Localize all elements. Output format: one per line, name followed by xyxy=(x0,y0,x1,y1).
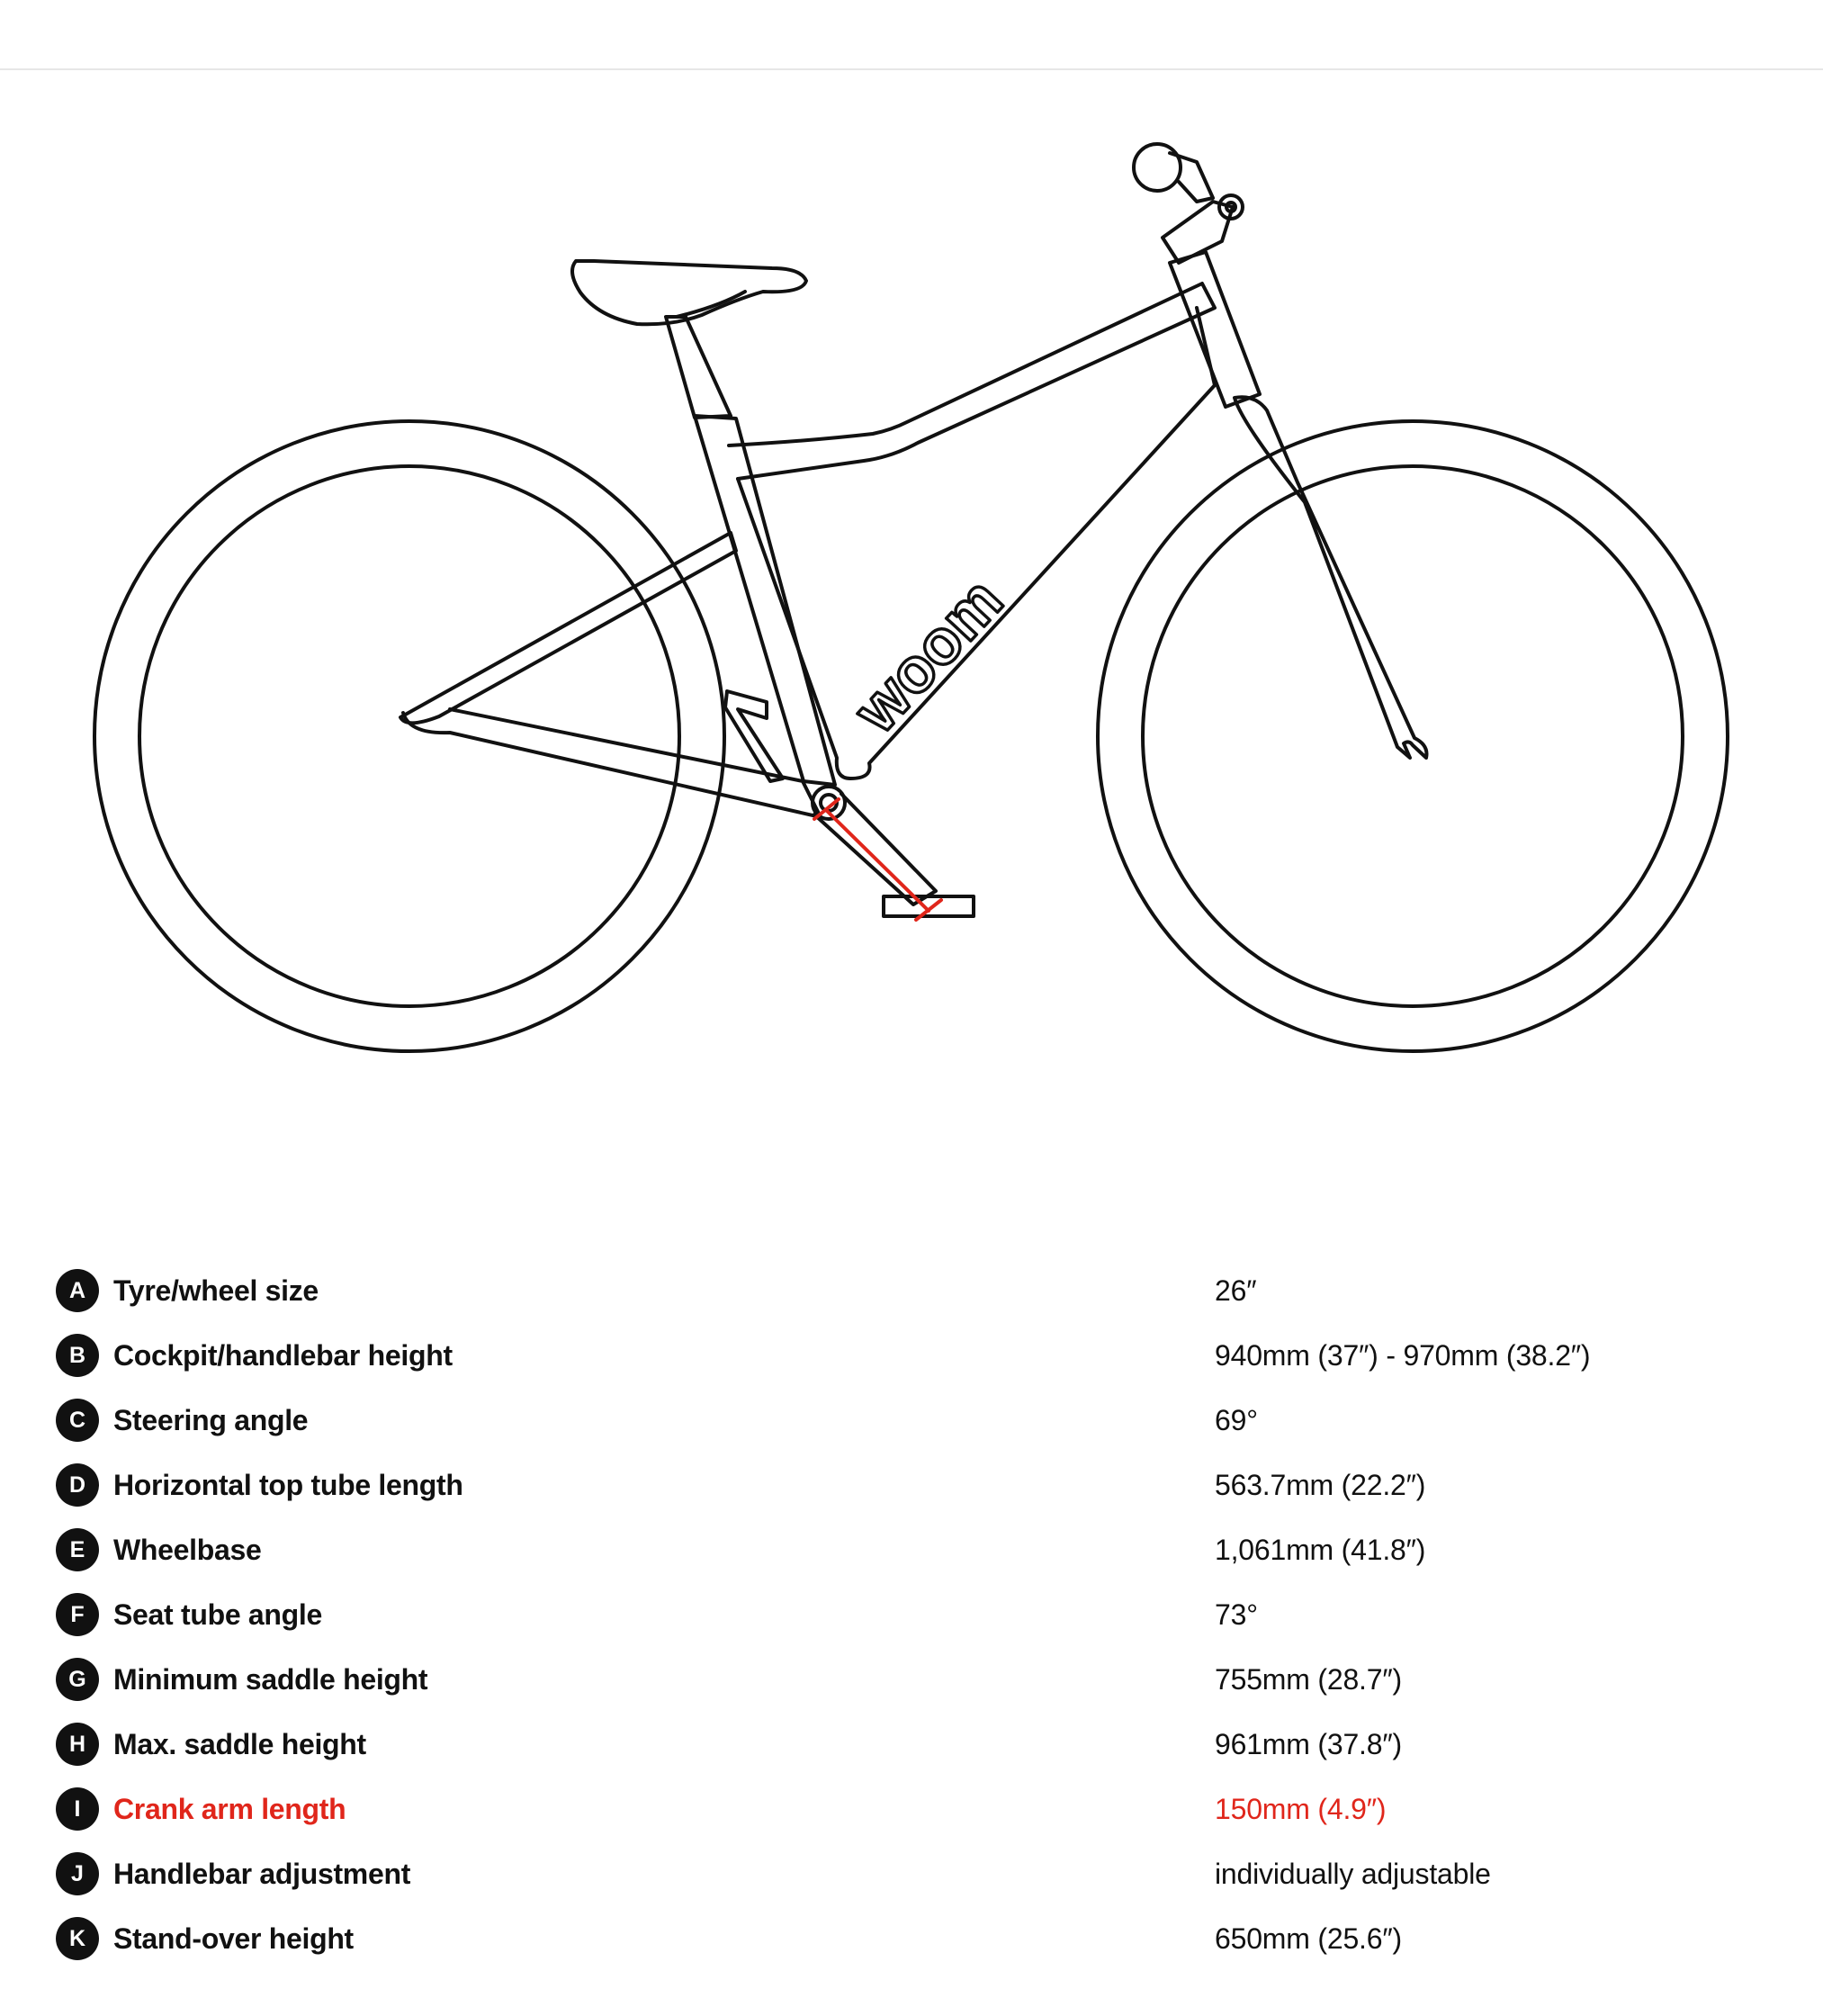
spec-letter-badge: F xyxy=(56,1593,99,1636)
spec-value: 961mm (37.8″) xyxy=(1215,1727,1402,1760)
spec-letter-badge: G xyxy=(56,1658,99,1701)
handlebar-lever xyxy=(1170,153,1213,202)
spec-label: Wheelbase xyxy=(113,1533,262,1566)
spec-row-g xyxy=(56,1647,1765,1712)
spec-row-j xyxy=(56,1841,1765,1906)
spec-letter-badge: H xyxy=(56,1723,99,1766)
spec-label: Horizontal top tube length xyxy=(113,1468,463,1501)
spec-label: Minimum saddle height xyxy=(113,1662,428,1696)
spec-value: 650mm (25.6″) xyxy=(1215,1922,1402,1955)
spec-letter-badge: K xyxy=(56,1917,99,1960)
spec-label: Max. saddle height xyxy=(113,1727,366,1760)
spec-letter-badge: A xyxy=(56,1269,99,1312)
spec-row-f xyxy=(56,1582,1765,1647)
pedal xyxy=(884,896,974,916)
spec-letter-badge: J xyxy=(56,1852,99,1895)
spec-row-e xyxy=(56,1517,1765,1582)
spec-value: 563.7mm (22.2″) xyxy=(1215,1468,1426,1501)
crank-dimension-line xyxy=(826,810,929,911)
spec-letter-badge: E xyxy=(56,1528,99,1571)
spec-label: Handlebar adjustment xyxy=(113,1857,411,1890)
handlebar-grip xyxy=(1134,144,1181,191)
saddle-rail xyxy=(677,292,745,317)
spec-row-c xyxy=(56,1388,1765,1453)
seatstay xyxy=(400,533,736,723)
spec-letter-badge: D xyxy=(56,1463,99,1507)
seatpost xyxy=(666,317,731,418)
spec-value: 69° xyxy=(1215,1403,1258,1436)
rear-wheel-tyre xyxy=(94,421,724,1051)
spec-row-a xyxy=(56,1258,1765,1323)
spec-row-b xyxy=(56,1323,1765,1388)
spec-table xyxy=(56,1258,1765,1971)
rear-wheel-rim xyxy=(139,466,679,1006)
spec-value: 940mm (37″) - 970mm (38.2″) xyxy=(1215,1338,1591,1372)
spec-row-h xyxy=(56,1712,1765,1777)
spec-letter-badge: I xyxy=(56,1787,99,1831)
bike-geometry-diagram xyxy=(0,108,1823,1134)
spec-row-d xyxy=(56,1453,1765,1517)
spec-value: 1,061mm (41.8″) xyxy=(1215,1533,1426,1566)
spec-label: Crank arm length xyxy=(113,1792,346,1825)
spec-value: 73° xyxy=(1215,1598,1258,1631)
stem xyxy=(1163,202,1233,263)
top-divider xyxy=(0,68,1823,70)
bike-drawing xyxy=(0,108,1823,1134)
head-tube xyxy=(1170,252,1260,407)
frame-logo: woom xyxy=(840,564,1016,746)
spec-value: 26″ xyxy=(1215,1274,1257,1307)
fork xyxy=(1235,397,1426,758)
spec-label: Tyre/wheel size xyxy=(113,1274,319,1307)
seat-tube xyxy=(695,416,835,785)
spec-value: 150mm (4.9″) xyxy=(1215,1792,1387,1825)
spec-value: individually adjustable xyxy=(1215,1857,1491,1890)
spec-letter-badge: C xyxy=(56,1399,99,1442)
top-tube xyxy=(729,284,1215,479)
spec-label: Steering angle xyxy=(113,1403,309,1436)
spec-row-k xyxy=(56,1906,1765,1971)
spec-value: 755mm (28.7″) xyxy=(1215,1662,1402,1696)
spec-label: Cockpit/handlebar height xyxy=(113,1338,453,1372)
spec-label: Seat tube angle xyxy=(113,1598,323,1631)
spec-letter-badge: B xyxy=(56,1334,99,1377)
crank-length-dimension xyxy=(814,799,941,920)
spec-row-i xyxy=(56,1777,1765,1841)
spec-label: Stand-over height xyxy=(113,1922,354,1955)
